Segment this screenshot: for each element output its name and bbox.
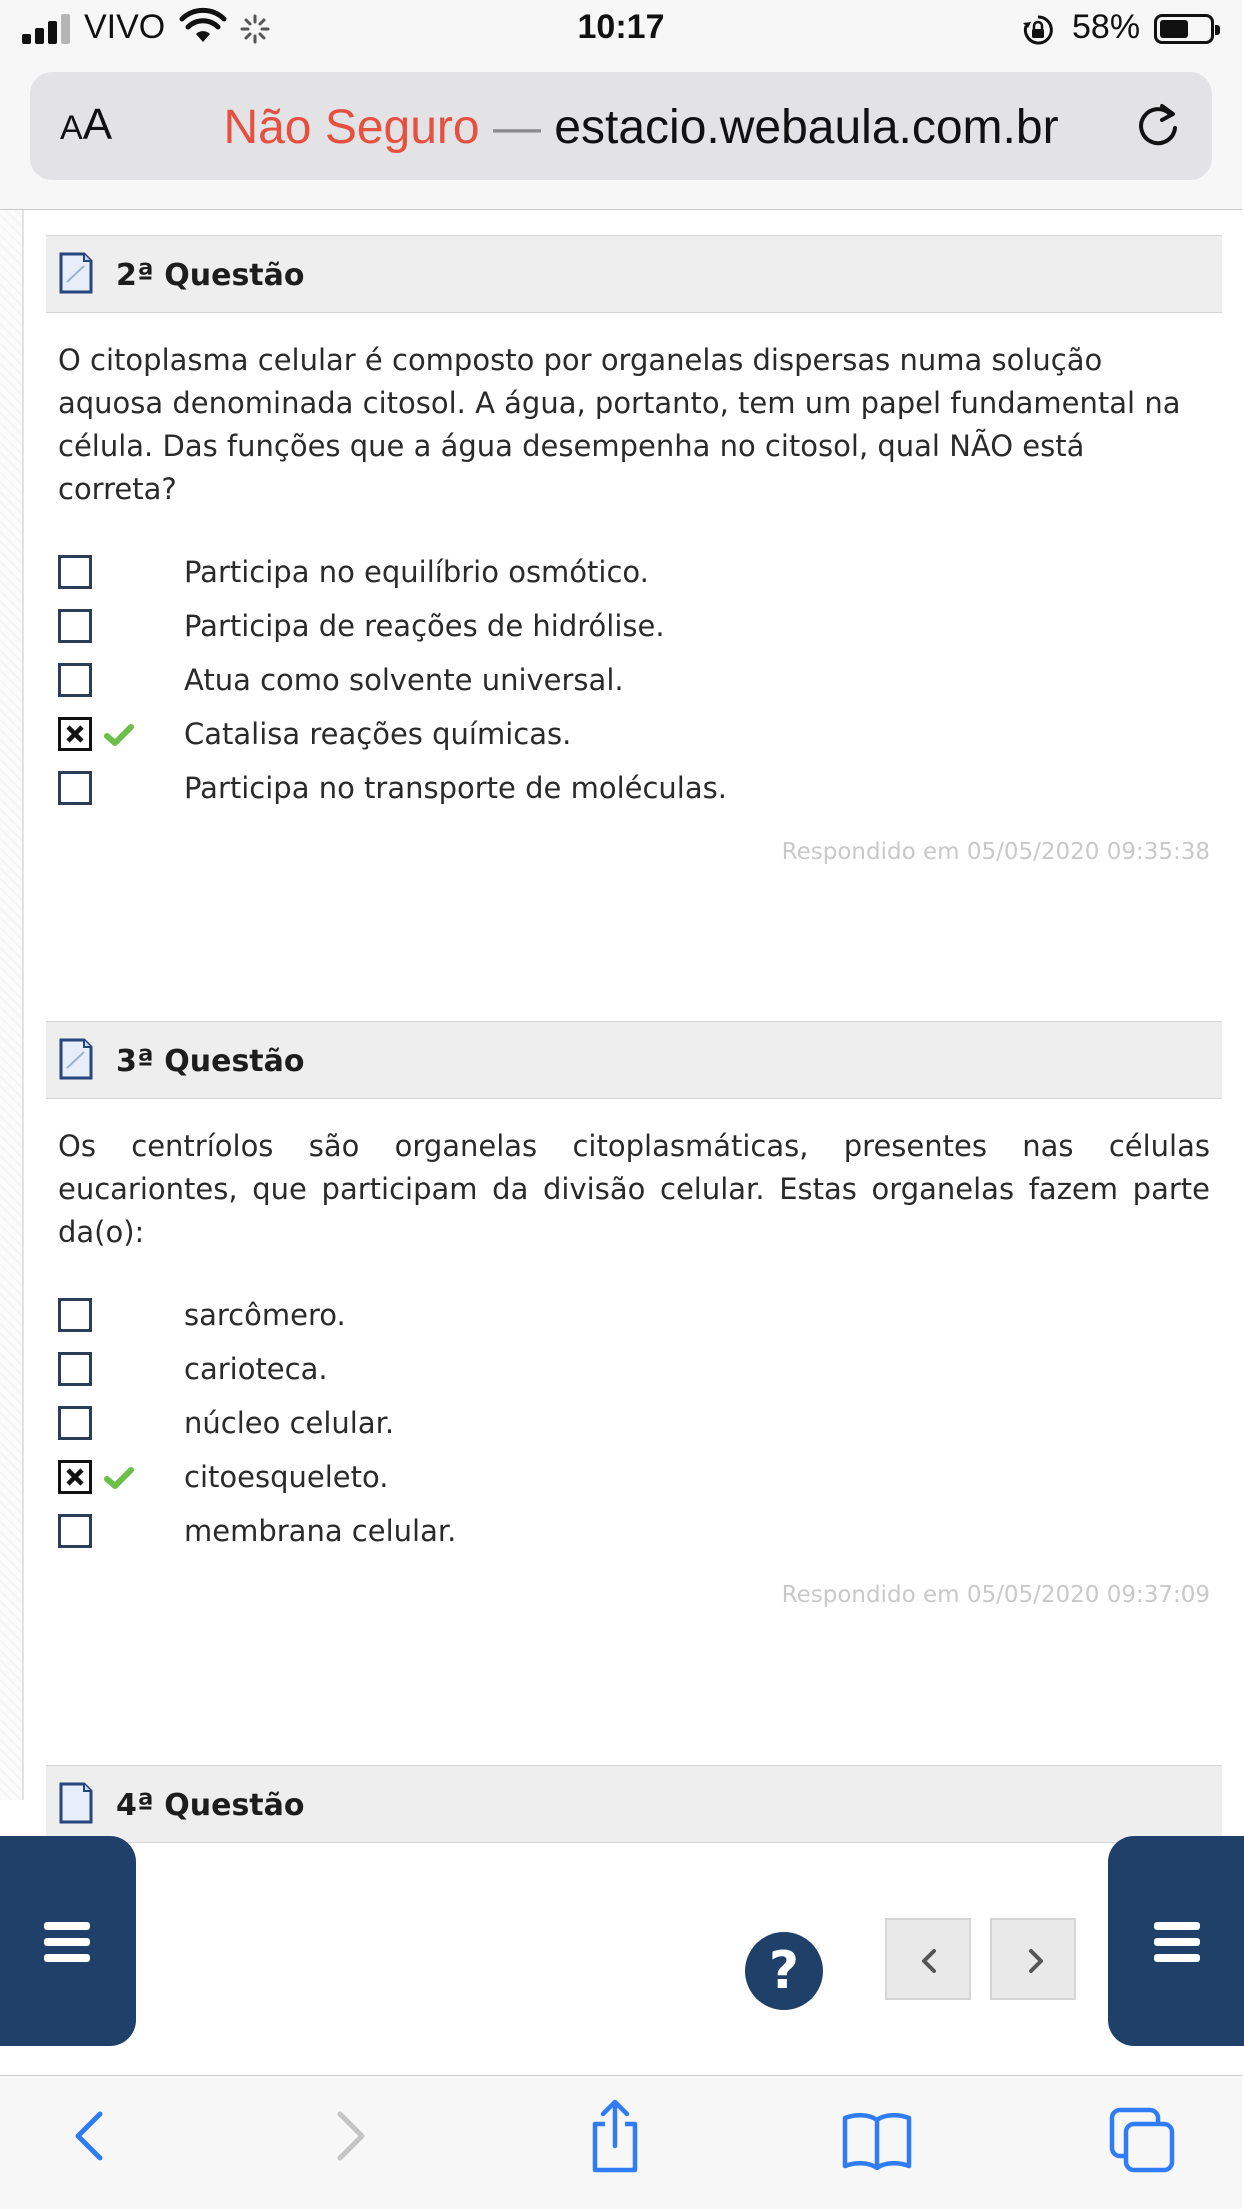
chevron-left-icon bbox=[915, 1946, 945, 1976]
hamburger-icon bbox=[44, 1922, 90, 1962]
answer-option[interactable] bbox=[58, 1344, 1222, 1398]
answer-option[interactable] bbox=[58, 1506, 1222, 1560]
option-label: Catalisa reações químicas. bbox=[184, 717, 572, 751]
question-card bbox=[46, 235, 1222, 865]
checkbox[interactable] bbox=[58, 1298, 92, 1332]
answer-option-selected[interactable] bbox=[58, 709, 1222, 763]
question-card bbox=[46, 1765, 1222, 1843]
question-title: 2ª Questão bbox=[116, 258, 305, 293]
browser-toolbar bbox=[0, 2075, 1242, 2209]
answer-option[interactable] bbox=[58, 1398, 1222, 1452]
next-button[interactable] bbox=[990, 1918, 1076, 2000]
rotation-lock-icon bbox=[1022, 14, 1054, 46]
checkbox[interactable] bbox=[58, 1352, 92, 1386]
share-icon bbox=[583, 2096, 647, 2176]
answered-timestamp: Respondido em 05/05/2020 09:37:09 bbox=[781, 1582, 1210, 1608]
page-content[interactable] bbox=[0, 210, 1242, 1823]
tabs-button[interactable] bbox=[1097, 2096, 1187, 2176]
answer-option[interactable] bbox=[58, 763, 1222, 817]
carrier-name: VIVO bbox=[84, 8, 166, 46]
back-button[interactable] bbox=[45, 2096, 135, 2176]
checkbox[interactable] bbox=[58, 771, 92, 805]
clock: 10:17 bbox=[577, 8, 665, 46]
document-icon bbox=[58, 252, 94, 294]
question-header bbox=[46, 1021, 1222, 1099]
question-title: 4ª Questão bbox=[116, 1788, 305, 1823]
url-separator: — bbox=[492, 101, 541, 154]
checkbox[interactable] bbox=[58, 1406, 92, 1440]
checkbox[interactable] bbox=[58, 555, 92, 589]
option-label: Participa de reações de hidrólise. bbox=[184, 609, 665, 643]
question-title: 3ª Questão bbox=[116, 1044, 305, 1079]
answer-option-selected[interactable] bbox=[58, 1452, 1222, 1506]
battery-icon bbox=[1154, 14, 1214, 44]
hamburger-icon bbox=[1154, 1922, 1200, 1962]
chevron-right-icon bbox=[1020, 1946, 1050, 1976]
answer-options bbox=[46, 1290, 1222, 1560]
checkbox[interactable] bbox=[58, 609, 92, 643]
question-card bbox=[46, 1021, 1222, 1608]
answer-option[interactable] bbox=[58, 655, 1222, 709]
question-text: O citoplasma celular é composto por organelas dispersas numa solução aquosa denominada citosol. A água, portanto, tem um papel fundamental na célula. Das funções que a água desempenha no citosol, qual NÃO está correta? bbox=[58, 343, 1181, 506]
document-icon bbox=[58, 1038, 94, 1080]
security-warning: Não Seguro bbox=[223, 101, 480, 154]
x-mark-icon bbox=[65, 1467, 85, 1487]
previous-button[interactable] bbox=[885, 1918, 971, 2000]
questions-panel bbox=[22, 210, 1244, 1823]
menu-button-left[interactable] bbox=[0, 1836, 136, 2046]
bookmarks-button[interactable] bbox=[832, 2096, 922, 2176]
checkbox-checked[interactable] bbox=[58, 717, 92, 751]
option-label: citoesqueleto. bbox=[184, 1460, 389, 1494]
option-label: carioteca. bbox=[184, 1352, 328, 1386]
question-header bbox=[46, 1765, 1222, 1843]
reload-icon[interactable] bbox=[1132, 100, 1184, 152]
checkbox-checked[interactable] bbox=[58, 1460, 92, 1494]
document-icon bbox=[58, 1782, 94, 1824]
forward-button[interactable] bbox=[305, 2096, 395, 2176]
text-size-button[interactable]: AA bbox=[60, 100, 113, 149]
question-text: Os centríolos são organelas citoplasmáticas, presentes nas células eucariontes, que participam da divisão celular. Estas organelas fazem parte da(o): bbox=[58, 1129, 1210, 1249]
option-label: sarcômero. bbox=[184, 1298, 346, 1332]
forward-chevron-icon bbox=[320, 2096, 380, 2176]
tabs-icon bbox=[1106, 2096, 1178, 2176]
option-label: Participa no equilíbrio osmótico. bbox=[184, 555, 649, 589]
back-chevron-icon bbox=[60, 2096, 120, 2176]
checkbox[interactable] bbox=[58, 663, 92, 697]
option-label: Atua como solvente universal. bbox=[184, 663, 624, 697]
open-book-icon bbox=[839, 2096, 915, 2176]
answer-option[interactable] bbox=[58, 601, 1222, 655]
url-domain: estacio.webaula.com.br bbox=[554, 101, 1059, 154]
option-label: núcleo celular. bbox=[184, 1406, 395, 1440]
option-label: membrana celular. bbox=[184, 1514, 457, 1548]
answer-option[interactable] bbox=[58, 1290, 1222, 1344]
correct-check-icon bbox=[104, 1466, 134, 1490]
checkbox[interactable] bbox=[58, 1514, 92, 1548]
help-button[interactable]: ? bbox=[745, 1932, 823, 2010]
browser-address-area bbox=[0, 64, 1242, 210]
status-bar bbox=[0, 0, 1242, 64]
share-button[interactable] bbox=[570, 2096, 660, 2176]
question-header bbox=[46, 235, 1222, 313]
answered-timestamp: Respondido em 05/05/2020 09:35:38 bbox=[781, 839, 1210, 865]
menu-button-right[interactable] bbox=[1108, 1836, 1244, 2046]
address-bar[interactable] bbox=[30, 72, 1212, 180]
x-mark-icon bbox=[65, 724, 85, 744]
option-label: Participa no transporte de moléculas. bbox=[184, 771, 727, 805]
battery-percent: 58% bbox=[1072, 8, 1141, 46]
answer-option[interactable] bbox=[58, 547, 1222, 601]
correct-check-icon bbox=[104, 723, 134, 747]
answer-options bbox=[46, 547, 1222, 817]
url-display[interactable] bbox=[180, 100, 1102, 155]
